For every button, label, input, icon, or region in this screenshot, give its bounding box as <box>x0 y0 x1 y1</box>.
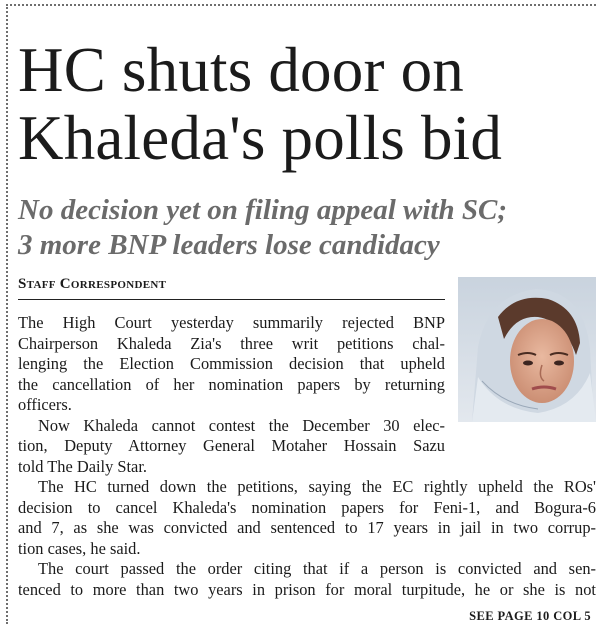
subheadline <box>18 193 507 263</box>
body-line: tion, Deputy Attorney General Motaher Hossain Sazu <box>18 436 445 455</box>
dotted-border-left <box>6 4 8 624</box>
body-line: tion cases, he said. <box>18 538 141 558</box>
dotted-border-top <box>6 4 596 6</box>
body-line: and 7, as she was convicted and sentenced to 17 years in jail in two corrup- <box>18 518 596 537</box>
body-line: decision to cancel Khaleda's nomination papers for Feni-1, and Bogura-6 <box>18 497 596 517</box>
continued-jump-link[interactable]: SEE PAGE 10 COL 5 <box>469 609 591 623</box>
body-line: officers. <box>18 395 72 414</box>
article-body <box>18 313 596 600</box>
body-line: lenging the Election Commission decision that upheld <box>18 354 445 373</box>
headline-line-2: Khaleda's polls bid <box>18 103 503 173</box>
body-line: Now Khaleda cannot contest the December 30 elec- <box>38 415 445 435</box>
subheadline-line-2: 3 more BNP leaders lose candidacy <box>18 229 440 261</box>
headline-line-1: HC shuts door on <box>18 35 464 105</box>
body-line: The HC turned down the petitions, saying the EC rightly upheld the ROs' <box>38 477 596 496</box>
body-line: The High Court yesterday summarily rejected BNP <box>18 313 445 332</box>
subheadline-line-1: No decision yet on filing appeal with SC; <box>18 194 507 226</box>
body-line: The court passed the order citing that if a person is convicted and sen- <box>38 559 596 578</box>
body-line: tenced to more than two years in prison for moral turpitude, he or she is not <box>18 579 596 599</box>
body-line: told The Daily Star. <box>18 456 147 476</box>
headline <box>18 36 502 172</box>
byline: Staff Correspondent <box>18 276 167 292</box>
body-line: Chairperson Khaleda Zia's three writ petitions chal- <box>18 333 445 353</box>
byline-rule <box>18 299 445 300</box>
body-line: the cancellation of her nomination papers by returning <box>18 374 445 394</box>
